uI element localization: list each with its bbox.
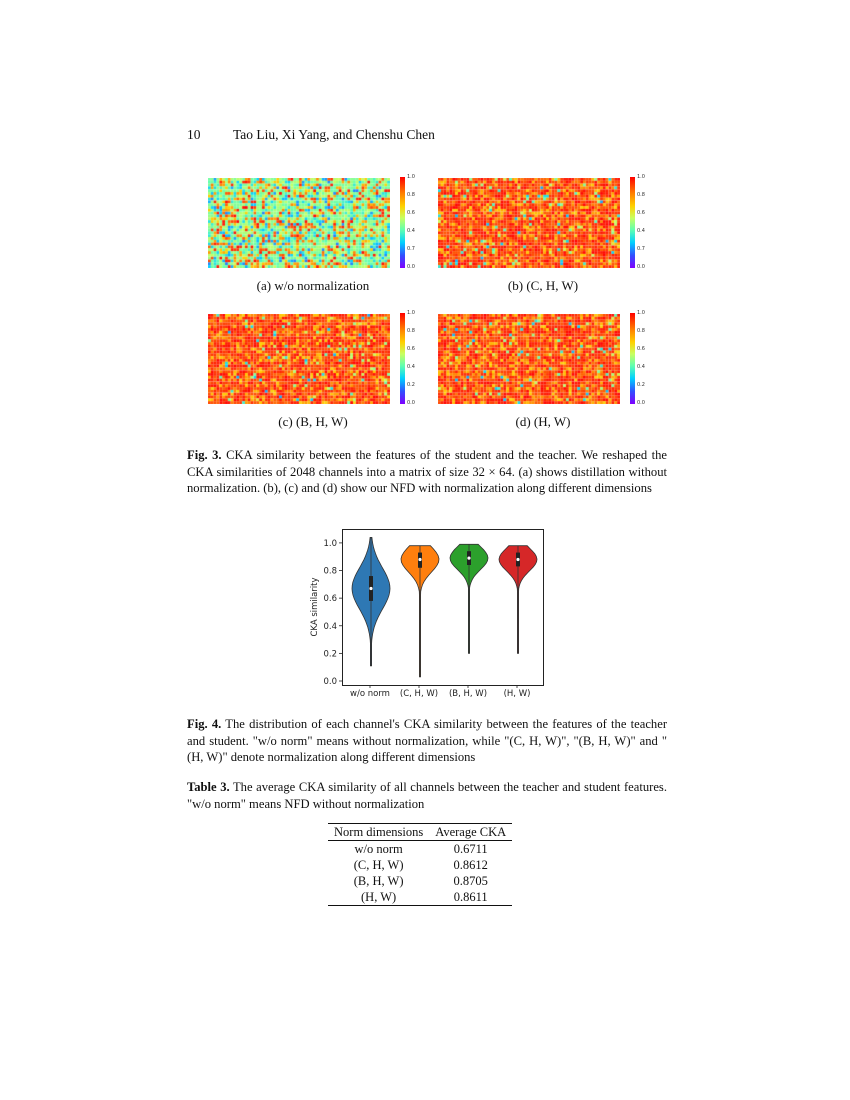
row-norm: (H, W) [361,890,397,904]
colorbar-b [630,177,635,268]
colorbar-tick: 0.6 [407,210,415,216]
header-norm-dimensions: Norm dimensions [334,825,424,839]
page-number: 10 [187,127,201,142]
heatmap-b [438,178,620,268]
colorbar-tick: 0.2 [407,382,415,388]
y-tick-label: 0.8 [323,566,337,577]
subcaption-d: (d) (H, W) [515,414,571,429]
table3-caption [187,779,667,812]
colorbar-tick: 0.0 [407,264,415,270]
fig3-text: CKA similarity between the features of the student and the teacher. We reshaped the CKA similarities of 2048 channels into a matrix of size 32 × 64. (a) shows distillation without normalization. (b), (c) and (d) show our NFD with normalization along different dimensions [187,448,667,495]
row-value: 0.6711 [453,842,488,856]
table-row [328,889,512,906]
y-tick-label: 0.6 [323,594,337,605]
table-row [328,841,512,858]
colorbar-tick: 1.0 [637,174,645,180]
table-row [328,857,512,873]
colorbar-tick: 0.4 [637,228,645,234]
page-header [187,127,435,143]
colorbar-tick: 0.6 [637,210,645,216]
subcaption-c: (c) (B, H, W) [278,414,348,429]
table-header-row [328,824,512,841]
y-tick-label: 0.0 [323,677,337,687]
colorbar-tick: 0.4 [407,364,415,370]
x-tick-label: (H, W) [503,689,531,699]
x-tick-label: w/o norm [350,689,390,699]
fig4-label: Fig. 4. [187,717,222,731]
fig3-label: Fig. 3. [187,448,222,462]
row-value: 0.8611 [453,890,488,904]
row-norm: w/o norm [354,842,403,856]
subcaption-b: (b) (C, H, W) [507,278,579,293]
table3-text: The average CKA similarity of all channels between the teacher and student features. "w/o norm" means NFD without normalization [187,780,667,811]
colorbar-tick: 0.0 [637,264,645,270]
colorbar-tick: 0.4 [637,364,645,370]
table3-label: Table 3. [187,780,230,794]
heatmap-a [208,178,390,268]
colorbar-tick: 0.2 [637,382,645,388]
colorbar-tick: 0.7 [637,246,645,252]
x-tick-label: (B, H, W) [448,689,488,699]
colorbar-tick: 1.0 [407,174,415,180]
fig3-caption [187,447,667,497]
y-tick-label: 1.0 [323,538,337,549]
colorbar-c [400,313,405,404]
colorbar-tick: 1.0 [407,310,415,316]
fig4-text: The distribution of each channel's CKA similarity between the features of the teacher and student. "w/o norm" means without normalization, while "(C, H, W)", "(B, H, W)" and "(H, W)" denote normalization along different dimensions [187,717,668,764]
colorbar-tick: 0.8 [407,192,415,198]
colorbar-tick: 0.8 [637,192,645,198]
header-average-cka: Average CKA [435,825,507,839]
table-row [328,873,512,889]
row-value: 0.8612 [453,858,488,872]
colorbar-tick: 0.8 [637,328,645,334]
colorbar-tick: 1.0 [637,310,645,316]
x-tick-label: (C, H, W) [399,689,439,699]
heatmap-c [208,314,390,404]
row-norm: (C, H, W) [353,858,404,872]
colorbar-tick: 0.6 [407,346,415,352]
row-norm: (B, H, W) [353,874,404,888]
colorbar-tick: 0.0 [637,400,645,406]
colorbar-d [630,313,635,404]
colorbar-tick: 0.6 [637,346,645,352]
authors: Tao Liu, Xi Yang, and Chenshu Chen [233,127,435,142]
colorbar-tick: 0.0 [407,400,415,406]
fig4-caption [187,716,667,766]
colorbar-a [400,177,405,268]
y-tick-label: 0.2 [323,649,337,660]
y-axis-label: CKA similarity [310,577,320,637]
subcaption-a: (a) w/o normalization [256,278,370,293]
colorbar-tick: 0.7 [407,246,415,252]
colorbar-tick: 0.8 [407,328,415,334]
heatmap-d [438,314,620,404]
violin-axes [300,529,550,704]
y-tick-label: 0.4 [323,621,337,632]
colorbar-tick: 0.4 [407,228,415,234]
row-value: 0.8705 [453,874,488,888]
table-3 [328,823,512,906]
